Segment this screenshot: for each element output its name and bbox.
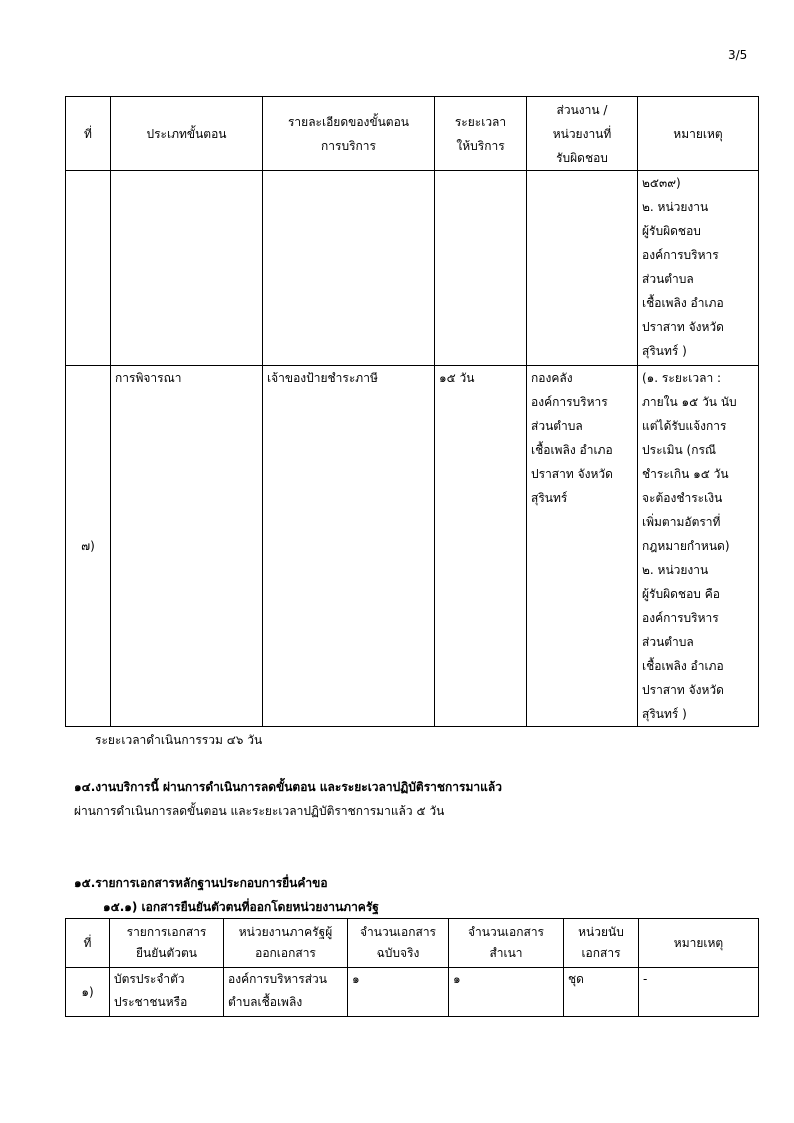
table-header-row: [66, 97, 759, 171]
row-note: -: [639, 968, 759, 1017]
page-number: 3/5: [728, 48, 748, 62]
identity-documents-table: [65, 918, 759, 1017]
header-step-detail: รายละเอียดของขั้นตอน การบริการ: [263, 97, 435, 171]
row-note: ๒๕๓๙) ๒. หน่วยงาน ผู้รับผิดชอบ องค์การบริหาร ส่วนตำบล เชื้อเพลิง อำเภอ ปราสาท จังหวัด สุรินทร์ ): [638, 171, 759, 366]
service-steps-table: [65, 96, 759, 727]
table-row: [66, 171, 759, 366]
header-note: หมายเหตุ: [639, 919, 759, 968]
header-responsible-unit: ส่วนงาน / หน่วยงานที่ รับผิดชอบ: [527, 97, 638, 171]
row-duration: ๑๕ วัน: [435, 366, 527, 727]
row-step-type: [111, 171, 263, 366]
row-no: ๗): [66, 366, 111, 727]
row-duration: [435, 171, 527, 366]
row-no: [66, 171, 111, 366]
header-original-count: จำนวนเอกสาร ฉบับจริง: [348, 919, 449, 968]
section-14-heading: ๑๔.งานบริการนี้ ผ่านการดำเนินการลดขั้นตอน และระยะเวลาปฏิบัติราชการมาแล้ว: [74, 780, 502, 794]
row-document: บัตรประจำตัว ประชาชนหรือ: [110, 968, 224, 1017]
header-document: รายการเอกสาร ยืนยันตัวตน: [110, 919, 224, 968]
row-step-detail: [263, 171, 435, 366]
row-original-count: ๑: [348, 968, 449, 1017]
header-note: หมายเหตุ: [638, 97, 759, 171]
row-step-detail: เจ้าของป้ายชำระภาษี: [263, 366, 435, 727]
row-no: ๑): [66, 968, 110, 1017]
header-duration: ระยะเวลา ให้บริการ: [435, 97, 527, 171]
header-copy-count: จำนวนเอกสาร สำเนา: [449, 919, 564, 968]
table-row: [66, 366, 759, 727]
row-step-type: การพิจารณา: [111, 366, 263, 727]
table-header-row: [66, 919, 759, 968]
row-issuing-agency: องค์การบริหารส่วน ตำบลเชื้อเพลิง: [224, 968, 348, 1017]
row-responsible-unit: [527, 171, 638, 366]
table-row: [66, 968, 759, 1017]
section-14-text: ผ่านการดำเนินการลดขั้นตอน และระยะเวลาปฏิบัติราชการมาแล้ว ๕ วัน: [74, 804, 445, 818]
header-no: ที่: [66, 97, 111, 171]
header-issuing-agency: หน่วยงานภาครัฐผู้ ออกเอกสาร: [224, 919, 348, 968]
row-unit: ชุด: [564, 968, 639, 1017]
header-unit: หน่วยนับ เอกสาร: [564, 919, 639, 968]
total-processing-time: ระยะเวลาดำเนินการรวม ๔๖ วัน: [95, 733, 263, 747]
section-15-heading: ๑๕.รายการเอกสารหลักฐานประกอบการยื่นคำขอ: [74, 876, 328, 890]
header-step-type: ประเภทขั้นตอน: [111, 97, 263, 171]
row-responsible-unit: กองคลัง องค์การบริหาร ส่วนตำบล เชื้อเพลิง อำเภอ ปราสาท จังหวัด สุรินทร์: [527, 366, 638, 727]
row-note: (๑. ระยะเวลา : ภายใน ๑๕ วัน นับ แต่ได้รับแจ้งการ ประเมิน (กรณี ชำระเกิน ๑๕ วัน จะต้องชำระเงิน เพิ่มตามอัตราที่ กฎหมายกำหนด) ๒. หน่วยงาน ผู้รับผิดชอบ คือ องค์การบริหาร ส่วนตำบล เชื้อเพลิง อำเภอ ปราสาท จังหวัด สุรินทร์ ): [638, 366, 759, 727]
header-no: ที่: [66, 919, 110, 968]
row-copy-count: ๑: [449, 968, 564, 1017]
section-15-1-subheading: ๑๕.๑) เอกสารยืนยันตัวตนที่ออกโดยหน่วยงานภาครัฐ: [103, 900, 379, 914]
